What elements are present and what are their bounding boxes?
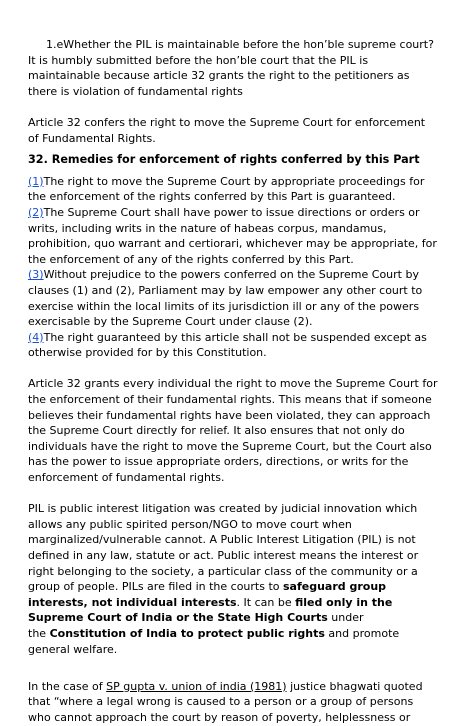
- bold-text: filed only in the: [295, 595, 393, 609]
- body-text-line: who cannot approach the court by reason of poverty, helplessness or: [28, 710, 411, 724]
- body-text-line: defined in any law, statute or act. Public interest means the interest or: [28, 549, 419, 562]
- body-text-line: Article 32 grants every individual the right to move the Supreme Court for: [28, 377, 438, 391]
- body-text-line: otherwise provided for by this Constitution.: [28, 346, 267, 360]
- body-text-line: individuals have the right to move the Supreme Court, but the Court also: [28, 439, 432, 453]
- body-text-line: exercise within the local limits of its jurisdiction ill or any of the powers: [28, 299, 420, 313]
- body-text-line: [28, 679, 448, 695]
- text-run: the: [28, 626, 50, 640]
- clause-4-link[interactable]: (4): [28, 330, 44, 344]
- body-text-line: [28, 579, 448, 595]
- bold-text: Supreme Court of India or the State High Courts: [28, 611, 328, 625]
- text-run: and promote: [324, 626, 400, 640]
- body-text-line: that “where a legal wrong is caused to a person or a group of persons: [28, 695, 414, 709]
- case-citation: SP gupta v. union of india (1981): [106, 679, 287, 693]
- body-text-line: the enforcement of their fundamental rights. This means that if someone: [28, 393, 432, 407]
- clause-text: Without prejudice to the powers conferred on the Supreme Court by: [43, 268, 419, 282]
- body-text-line: has the power to issue appropriate orders, directions, or writs for the: [28, 455, 409, 469]
- body-text-line: general welfare.: [28, 642, 118, 656]
- body-text-line: there is violation of fundamental rights: [28, 84, 243, 98]
- body-text-line: PIL is public interest litigation was created by judicial innovation which: [28, 502, 418, 516]
- clause-2-link[interactable]: (2): [28, 205, 44, 219]
- body-text-line: It is humbly submitted before the hon’ble court that the PIL is: [28, 53, 369, 67]
- body-text-line: [28, 626, 448, 642]
- clause-2: [28, 205, 448, 221]
- bold-text: safeguard group: [283, 580, 387, 594]
- issue-question: 1.eWhether the PIL is maintainable before the hon’ble supreme court?: [46, 38, 434, 51]
- clause-3: [28, 267, 448, 283]
- clause-1-link[interactable]: (1): [28, 174, 44, 188]
- text-run: In the case of: [28, 679, 107, 693]
- body-text-line: of Fundamental Rights.: [28, 131, 156, 145]
- body-text-line: believes their fundamental rights have been violated, they can approach: [28, 408, 431, 422]
- text-run: . It can be: [236, 595, 296, 609]
- body-text-line: marginalized/vulnerable cannot. A Public Interest Litigation (PIL) is not: [28, 533, 416, 547]
- body-text-line: the Supreme Court directly for relief. It also ensures that not only do: [28, 424, 405, 438]
- body-text-line: prohibition, quo warrant and certiorari, whichever may be appropriate, for: [28, 237, 437, 251]
- body-text-line: allows any public spirited person/NGO to move court when: [28, 517, 352, 531]
- text-run: under: [327, 611, 364, 625]
- clause-text: The right to move the Supreme Court by appropriate proceedings for: [43, 174, 425, 188]
- body-text-line: [28, 595, 448, 611]
- body-text-line: the enforcement of any of the rights conferred by this Part.: [28, 252, 354, 266]
- text-run: group of people. PILs are filed in the courts to: [28, 580, 283, 594]
- clause-3-link[interactable]: (3): [28, 268, 44, 282]
- body-text-line: exercisable by the Supreme Court under clause (2).: [28, 315, 313, 329]
- clause-4: [28, 330, 448, 346]
- body-text-line: Article 32 confers the right to move the Supreme Court for enforcement: [28, 115, 426, 129]
- text-run: justice bhagwati quoted: [286, 679, 423, 693]
- clause-text: The Supreme Court shall have power to issue directions or orders or: [43, 205, 420, 219]
- body-text-line: maintainable because article 32 grants the right to the petitioners as: [28, 69, 410, 83]
- bold-text: interests, not individual interests: [28, 595, 237, 609]
- body-text-line: the enforcement of the rights conferred by this Part is guaranteed.: [28, 190, 396, 204]
- body-text-line: writs, including writs in the nature of habeas corpus, mandamus,: [28, 221, 387, 235]
- body-text-line: right belonging to the society, a particular class of the community or a: [28, 564, 418, 578]
- clause-1: [28, 174, 448, 190]
- body-text-line: [28, 610, 448, 626]
- body-text-line: clauses (1) and (2), Parliament may by law empower any other court to: [28, 283, 423, 297]
- body-text-line: enforcement of fundamental rights.: [28, 471, 225, 485]
- bold-text: Constitution of India to protect public rights: [49, 626, 325, 640]
- section-heading: 32. Remedies for enforcement of rights conferred by this Part: [28, 153, 420, 167]
- clause-text: The right guaranteed by this article shall not be suspended except as: [43, 330, 427, 344]
